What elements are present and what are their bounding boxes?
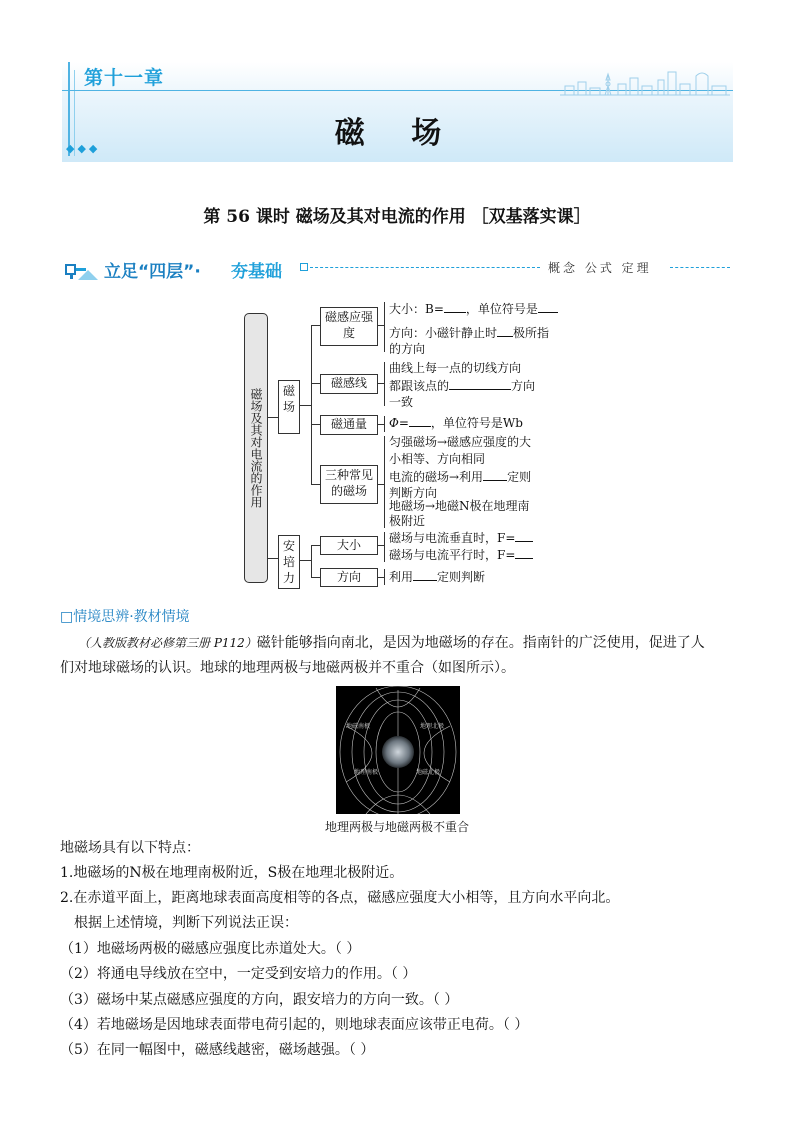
fill-blank: [413, 567, 437, 581]
fill-blank: [497, 323, 513, 337]
scenario-heading: □情境思辨·教材情境: [60, 609, 190, 625]
three-fields-text-2: 小相等、方向相同: [389, 452, 486, 466]
connector-line: [377, 577, 384, 578]
node-force-magnitude: [320, 536, 378, 555]
node-label: 磁感应强度: [324, 310, 373, 340]
scenario-intro-line-2: 们对地球磁场的认识。地球的地理两极与地磁两极并不重合（如图所示）。: [60, 660, 515, 676]
figure-label: 地磁南极: [346, 723, 371, 730]
text-fragment: 电流的磁场→利用: [389, 470, 484, 484]
fill-blank: [449, 376, 511, 390]
lines-text-3: 一致: [389, 395, 414, 409]
connector-line: [377, 383, 384, 384]
node-label: 大小: [336, 538, 361, 552]
fill-blank: [409, 413, 431, 427]
flux-text: [389, 413, 523, 433]
fill-blank: [444, 299, 466, 313]
connector-line: [384, 532, 385, 562]
node-magnetic-lines: [320, 374, 378, 394]
connector-line: [377, 325, 384, 326]
text-fragment: 大小：B=: [389, 302, 444, 316]
text-fragment: 都跟该点的: [389, 379, 450, 393]
question-item-5: （5）在同一幅图中，磁感线越密，磁场越强。（ ）: [60, 1042, 375, 1058]
figure-label: 地理南极: [354, 769, 379, 776]
chapter-title: 磁 场: [334, 116, 460, 151]
scenario-intro: [78, 631, 738, 656]
section-key-icon: [64, 259, 98, 281]
three-fields-text-4: 判断方向: [389, 486, 438, 500]
section-title-highlight: 夯基础: [231, 262, 282, 282]
question-item-3: （3）磁场中某点磁感应强度的方向，跟安培力的方向一致。（ ）: [60, 992, 459, 1008]
earth-field-lines-illustration: [336, 686, 460, 814]
scenario-source: （人教版教材必修第三册 P112）: [78, 636, 257, 650]
figure-caption: 地理两极与地磁两极不重合: [324, 820, 469, 834]
branch-label: 安培力: [282, 539, 295, 585]
section-divider: [310, 267, 540, 268]
force-parallel-text: [389, 545, 533, 565]
section-tags: 概念 公式 定理: [548, 261, 652, 275]
fill-blank: [515, 528, 533, 542]
text-fragment: ，单位符号是Wb: [430, 416, 523, 430]
node-force-direction: [320, 568, 378, 587]
question-item-1: （1）地磁场两极的磁感应强度比赤道处大。（ ）: [60, 941, 361, 957]
connector-line: [311, 484, 320, 485]
section-title: 立足“四层”·: [104, 262, 201, 282]
node-magnetic-flux: [320, 415, 378, 435]
connector-line: [384, 569, 385, 585]
text-fragment: 定则: [507, 470, 532, 484]
fill-blank: [515, 545, 533, 559]
diagram-root-label: 磁场及其对电流的作用: [249, 388, 263, 508]
features-heading: 地磁场具有以下特点：: [60, 840, 200, 856]
intensity-dir-text-cont: 的方向: [389, 342, 426, 356]
decorative-dots: ◆◆◆: [66, 142, 101, 155]
connector-line: [384, 436, 385, 528]
connector-line: [377, 545, 384, 546]
fill-blank: [483, 467, 507, 481]
connector-line: [311, 545, 320, 546]
text-fragment: 利用: [389, 570, 414, 584]
three-fields-text-6: 极附近: [389, 514, 426, 528]
city-skyline-icon: [560, 66, 730, 96]
section-divider: [670, 267, 730, 268]
section-marker: [300, 263, 308, 271]
text-fragment: 磁场与电流平行时，F=: [389, 548, 516, 562]
three-fields-text-1: 匀强磁场→磁感应强度的大: [389, 435, 532, 449]
feature-item-2: 2.在赤道平面上，距离地球表面高度相等的各点，磁感应强度大小相等，且方向水平向北。: [60, 890, 620, 906]
connector-line: [311, 325, 312, 485]
branch-node-ampere-force: [278, 535, 300, 589]
connector-line: [311, 545, 312, 577]
node-label: 磁通量: [330, 417, 367, 431]
node-label: 磁感线: [330, 376, 367, 390]
connector-line: [267, 558, 278, 559]
node-three-fields: [320, 465, 378, 504]
node-label: 方向: [336, 570, 361, 584]
feature-item-1: 1.地磁场的N极在地理南极附近，S极在地理北极附近。: [60, 865, 404, 881]
scenario-intro-line-1: 磁针能够指向南北，是因为地磁场的存在。指南针的广泛使用，促进了人: [256, 635, 705, 651]
connector-line: [384, 362, 385, 406]
connector-line: [311, 424, 320, 425]
three-fields-text-5: 地磁场→地磁N极在地理南: [389, 499, 530, 513]
connector-line: [311, 325, 320, 326]
connector-line: [377, 484, 384, 485]
connector-line: [384, 416, 385, 432]
connector-line: [377, 424, 384, 425]
connector-line: [299, 560, 311, 561]
node-magnetic-intensity: [320, 307, 378, 346]
fill-blank: [538, 299, 558, 313]
lines-text-1: 曲线上每一点的切线方向: [389, 361, 522, 375]
text-fragment: 方向：小磁针静止时: [389, 326, 498, 340]
question-intro: 根据上述情境，判断下列说法正误：: [74, 915, 298, 931]
node-label: 三种常见的磁场: [324, 468, 373, 498]
text-fragment: 方向: [511, 379, 536, 393]
figure-label: 地理北极: [420, 723, 445, 730]
figure-label: 地磁北极: [416, 769, 441, 776]
question-item-2: （2）将通电导线放在空中，一定受到安培力的作用。（ ）: [60, 966, 417, 982]
text-fragment: 极所指: [513, 326, 550, 340]
connector-line: [311, 383, 320, 384]
force-direction-text: [389, 567, 485, 587]
connector-line: [299, 405, 311, 406]
branch-node-magnetic-field: [278, 380, 300, 434]
connector-line: [384, 302, 385, 352]
intensity-size-text: [389, 299, 558, 319]
diagram-root-node: [244, 313, 268, 583]
connector-line: [311, 577, 320, 578]
text-fragment: 定则判断: [437, 570, 486, 584]
branch-label: 磁场: [282, 384, 295, 414]
text-fragment: ，单位符号是: [465, 302, 538, 316]
chapter-label: 第十一章: [84, 67, 165, 89]
text-fragment: Φ=: [389, 416, 409, 430]
lesson-title: 第 56 课时 磁场及其对电流的作用 ［双基落实课］: [203, 207, 591, 227]
earth-magnetic-field-figure: [336, 686, 460, 814]
question-item-4: （4）若地磁场是因地球表面带电荷引起的，则地球表面应该带正电荷。（ ）: [60, 1017, 529, 1033]
text-fragment: 磁场与电流垂直时，F=: [389, 531, 516, 545]
connector-line: [267, 417, 278, 418]
